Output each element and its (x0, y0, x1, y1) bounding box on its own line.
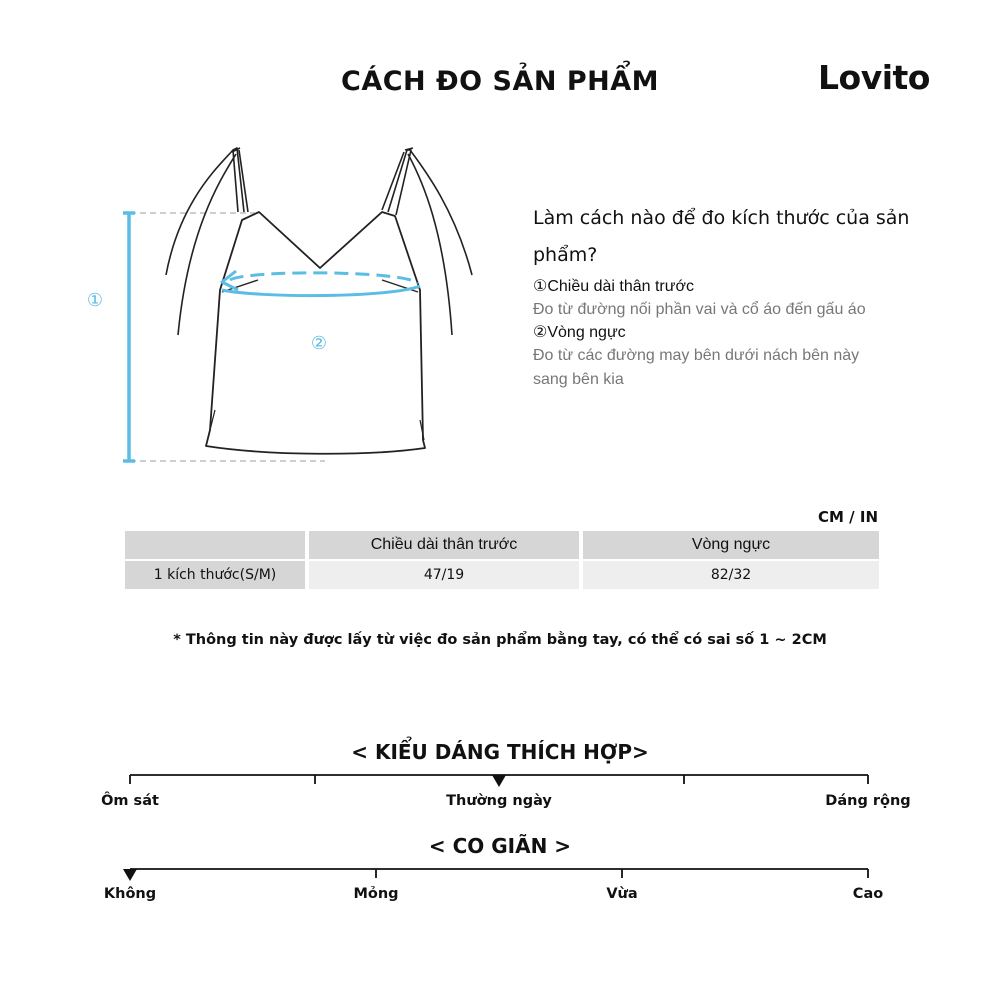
fit-label-thuong-ngay: Thường ngày (446, 793, 552, 809)
measurement-1-desc: Đo từ đường nối phần vai và cổ áo đến gấu áo (533, 301, 866, 318)
fit-label-dang-rong: Dáng rộng (825, 793, 911, 809)
table-header-cell (125, 531, 305, 559)
stretch-scale-bar (0, 860, 1000, 884)
marker-2: ② (310, 333, 328, 354)
measurement-2-name: ②Vòng ngực (533, 324, 626, 341)
fit-scale-bar (0, 766, 1000, 790)
measurement-note: * Thông tin này được lấy từ việc đo sản phẩm bằng tay, có thể có sai số 1 ~ 2CM (173, 632, 827, 648)
measurement-1-name: ①Chiều dài thân trước (533, 278, 694, 295)
table-header-row (125, 531, 879, 559)
measurement-2-desc: Đo từ các đường may bên dưới nách bên này sang bên kia (533, 347, 860, 388)
stretch-scale-title: < CO GIÃN > (428, 834, 572, 858)
marker-1: ① (86, 290, 104, 311)
table-cell: 1 kích thước(S/M) (125, 561, 305, 589)
fit-selected-marker (492, 775, 506, 787)
fit-scale-title: < KIỂU DÁNG THÍCH HỢP> (351, 740, 649, 764)
how-to-heading: Làm cách nào để đo kích thước của sản phẩm? (533, 207, 910, 266)
garment-diagram (70, 140, 490, 480)
table-cell: 47/19 (309, 561, 579, 589)
fit-label-om-sat: Ôm sát (101, 793, 159, 809)
table-header-cell: Chiều dài thân trước (309, 531, 579, 559)
table-header-cell: Vòng ngực (583, 531, 879, 559)
stretch-label-khong: Không (103, 886, 157, 902)
page-title: CÁCH ĐO SẢN PHẨM (341, 66, 659, 97)
size-table (121, 529, 883, 591)
table-cell: 82/32 (583, 561, 879, 589)
stretch-label-cao: Cao (852, 886, 884, 902)
table-row (125, 561, 879, 589)
unit-label: CM / IN (818, 508, 878, 526)
stretch-selected-marker (123, 869, 137, 881)
stretch-label-vua: Vừa (606, 886, 638, 902)
brand-logo: Lovito (818, 58, 930, 97)
stretch-label-mong: Mỏng (353, 886, 399, 902)
